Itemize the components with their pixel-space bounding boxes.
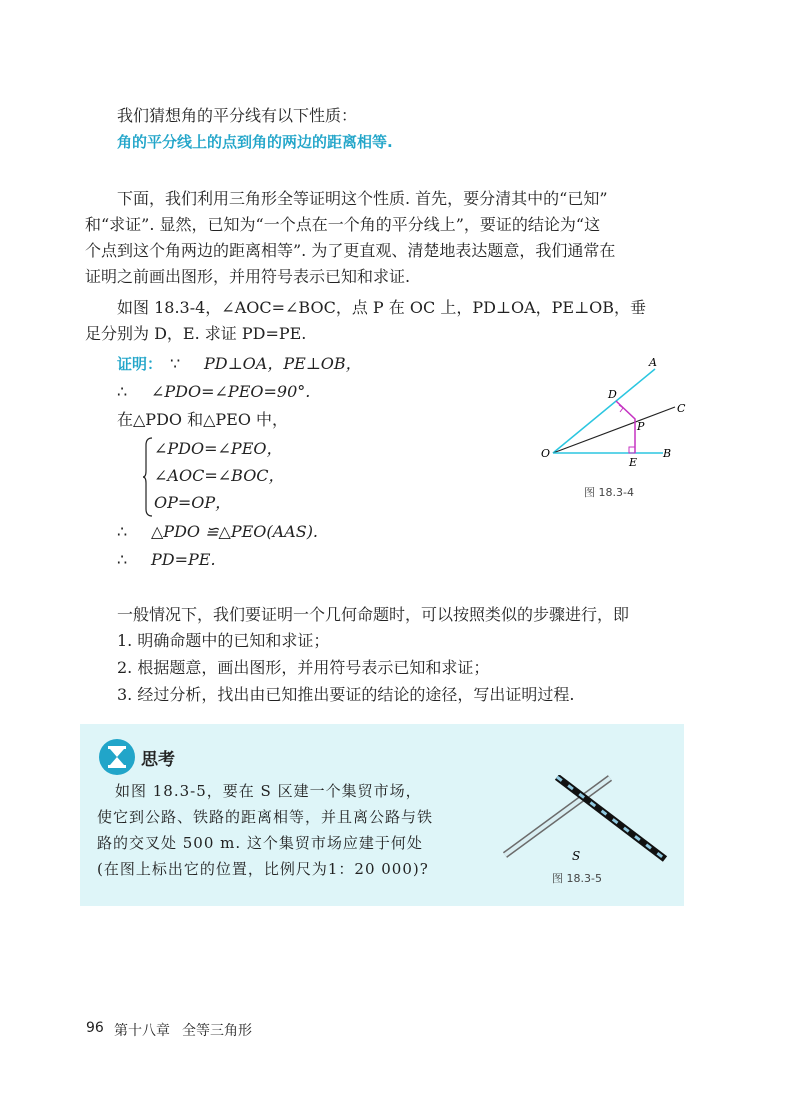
think-line-1: 如图 18.3-5，要在 S 区建一个集贸市场， (115, 782, 422, 800)
think-line-3: 路的交叉处 500 m. 这个集贸市场应建于何处 (97, 834, 423, 852)
step-3: 3. 经过分析，找出由已知推出要证的结论的途径，写出证明过程. (117, 685, 575, 704)
para1-line-2: 和“求证”. 显然，已知为“一个点在一个角的平分线上”，要证的结论为“这 (85, 215, 601, 234)
label-c: C (677, 402, 686, 415)
therefore-symbol-3: ∴ (117, 550, 128, 569)
figure-18-3-5 (495, 775, 675, 865)
proof-label: 证明： (117, 355, 163, 373)
para2-line-2: 足分别为 D，E. 求证 PD=PE. (85, 324, 307, 343)
property-statement: 角的平分线上的点到角的两边的距离相等. (117, 133, 393, 151)
label-b: B (663, 447, 672, 460)
chapter-label: 第十八章 (114, 1023, 170, 1039)
para3-line-1: 一般情况下，我们要证明一个几何命题时，可以按照类似的步骤进行，即 (117, 605, 630, 624)
because-symbol: ∵ (170, 354, 181, 373)
proof-line-3: 在△PDO 和△PEO 中， (117, 410, 289, 429)
intro-text: 我们猜想角的平分线有以下性质： (117, 106, 358, 125)
therefore-symbol-1: ∴ (117, 382, 128, 401)
label-d: D (608, 388, 617, 401)
label-e: E (629, 456, 638, 469)
label-p: P (637, 420, 645, 433)
system-line-3: OP=OP， (154, 493, 232, 512)
chapter-title: 全等三角形 (182, 1023, 252, 1039)
figure-18-3-5-caption: 图 18.3-5 (552, 872, 602, 885)
hourglass-icon (98, 738, 136, 776)
think-line-2: 使它到公路、铁路的距离相等，并且离公路与铁 (97, 808, 434, 826)
label-a: A (649, 356, 657, 369)
step-1: 1. 明确命题中的已知和求证； (117, 631, 330, 650)
label-s: S (572, 849, 581, 863)
para1-line-1: 下面，我们利用三角形全等证明这个性质. 首先，要分清其中的“已知” (117, 189, 608, 208)
page-number: 96 (86, 1020, 104, 1036)
perpendiculars (616, 401, 635, 453)
right-angle-mark-e (629, 447, 635, 453)
road (505, 778, 610, 855)
ray-oa (553, 369, 655, 453)
proof-line-2: ∠PDO=∠PEO=90°. (151, 382, 311, 401)
para1-line-3: 个点到这个角两边的距离相等”. 为了更直观、清楚地表达题意，我们通常在 (85, 241, 616, 260)
ray-oc (553, 407, 675, 453)
think-line-4: (在图上标出它的位置，比例尺为1：20 000)? (97, 860, 429, 878)
step-2: 2. 根据题意，画出图形，并用符号表示已知和求证； (117, 658, 490, 677)
therefore-symbol-2: ∴ (117, 522, 128, 541)
railway (557, 777, 665, 859)
system-brace (143, 437, 153, 517)
proof-line-4: △PDO ≌△PEO(AAS). (151, 522, 319, 541)
system-line-1: ∠PDO=∠PEO， (154, 439, 283, 458)
para2-line-1: 如图 18.3-4，∠AOC=∠BOC，点 P 在 OC 上，PD⊥OA，PE⊥OB，垂 (117, 298, 646, 317)
system-line-2: ∠AOC=∠BOC， (154, 466, 285, 485)
proof-line-1: PD⊥OA，PE⊥OB， (204, 354, 362, 373)
para1-line-4: 证明之前画出图形，并用符号表示已知和求证. (85, 267, 411, 286)
proof-line-5: PD=PE. (151, 550, 216, 569)
figure-18-3-4 (535, 350, 695, 480)
think-title: 思考 (141, 750, 175, 770)
figure-18-3-4-caption: 图 18.3-4 (584, 486, 634, 499)
label-o: O (541, 447, 551, 460)
